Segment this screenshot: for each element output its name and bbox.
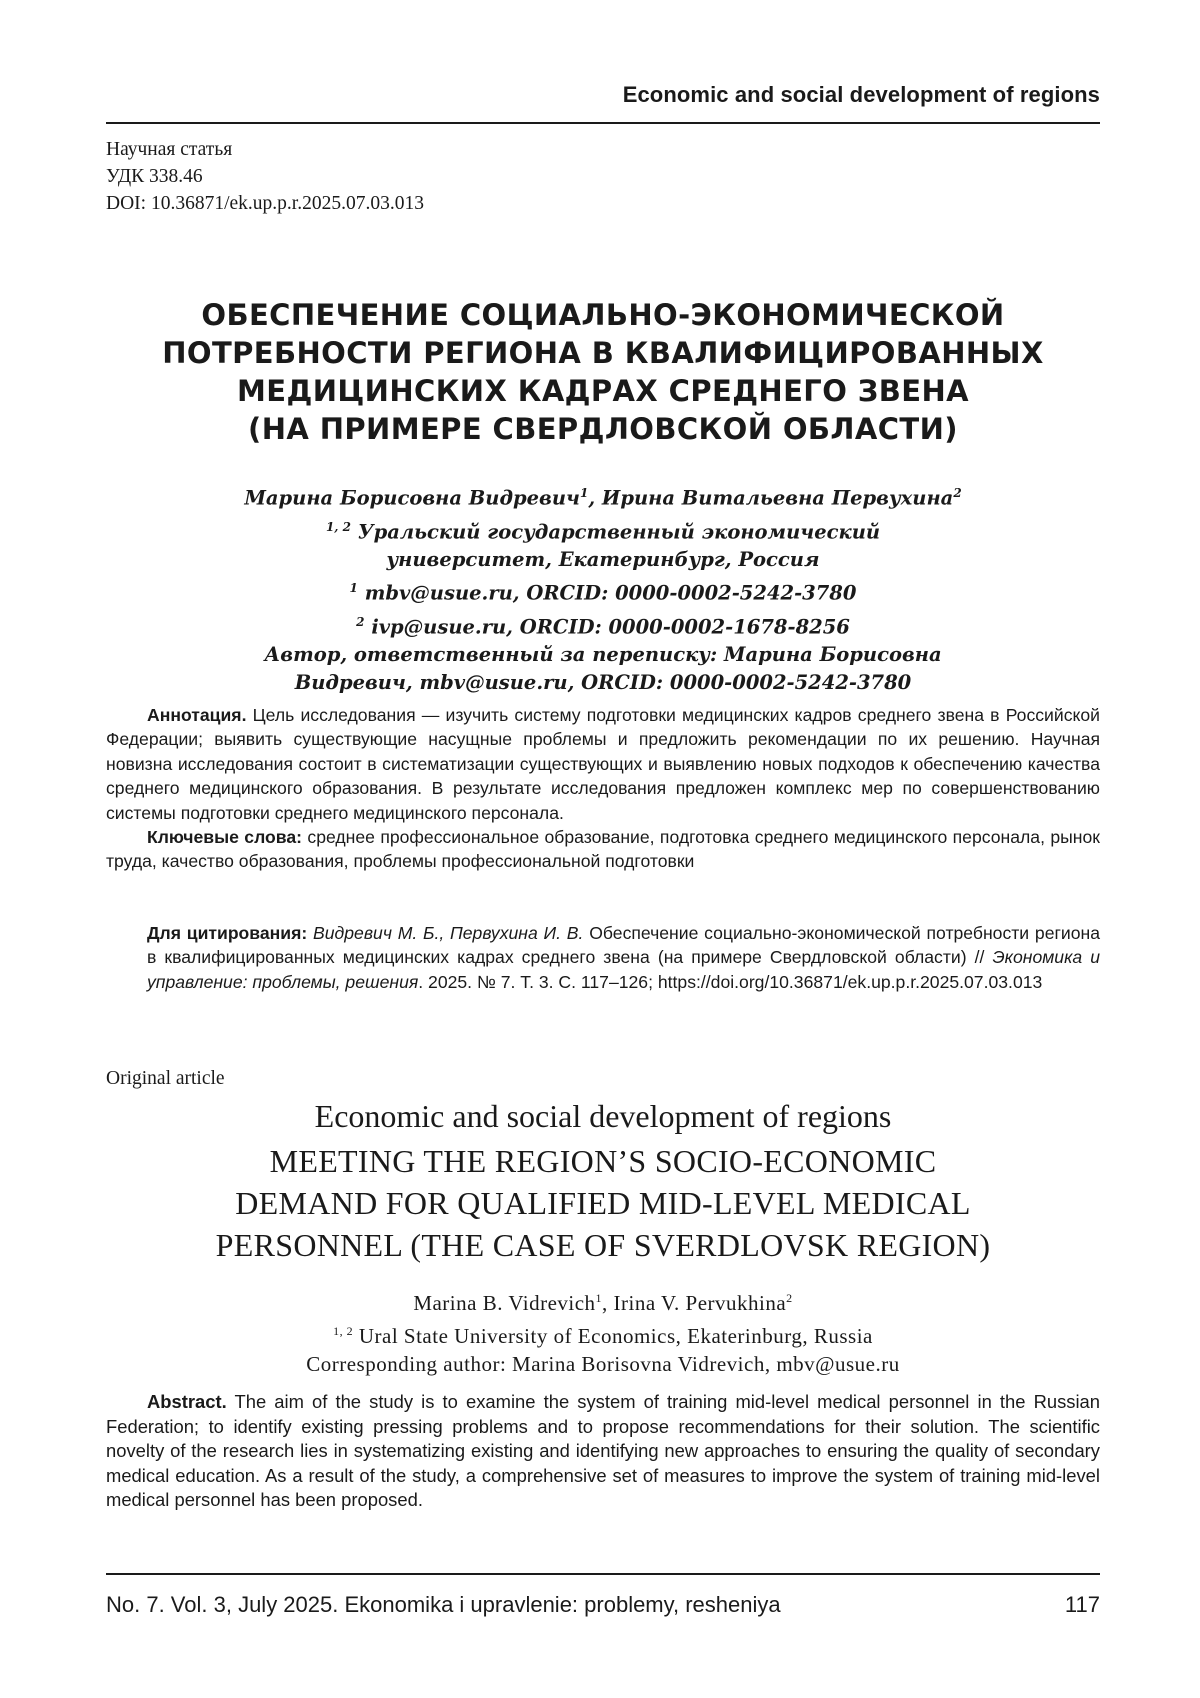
en-author-2-sup: 2 — [786, 1291, 793, 1305]
citation — [147, 921, 1100, 994]
ru-abstract-text: Цель исследования — изучить систему подготовки медицинских кадров среднего звена в Российской Федерации; выявить существующие насущные проблемы и предложить рекомендации по их решению. Научная новизна исследования состоит в систематизации существующих и выявлению новых подходов к обеспечению качества среднего медицинского образования. В результате исследования предложен комплекс мер по совершенствованию системы подготовки среднего медицинского персонала. — [106, 705, 1100, 823]
ru-abstract — [106, 703, 1100, 825]
citation-title: Обеспечение социально-экономической потребности региона в квалифицированных медицинских кадрах среднего звена (на примере Свердловской области) // — [147, 923, 1101, 968]
en-author-separator: , — [602, 1291, 614, 1315]
ru-contact-1-sup: 1 — [349, 581, 358, 595]
ru-title — [106, 296, 1100, 448]
article-meta — [106, 136, 424, 217]
ru-author-2-sup: 2 — [953, 486, 962, 500]
en-abstract-text: The aim of the study is to examine the system of training mid-level medical personnel in the Russian Federation; to identify existing pressing problems and to propose recommendations for their solution. The scientific novelty of the research lies in systematizing existing and identifying new approaches to ensuring the quality of secondary medical education. As a result of the study, a comprehensive set of measures to improve the system of training mid-level medical personnel has been proposed. — [106, 1391, 1101, 1511]
en-affiliation — [106, 1317, 1100, 1350]
ru-contact-2-text[interactable]: ivp@usue.ru, ORCID: 0000-0002-1678-8256 — [371, 615, 850, 638]
doi[interactable]: DOI: 10.36871/ek.up.p.r.2025.07.03.013 — [106, 193, 424, 214]
ru-corresponding-author[interactable]: Видревич, mbv@usue.ru, ORCID: 0000-0002-5242-3780 — [294, 671, 912, 694]
ru-author-separator: , — [588, 486, 602, 510]
article-type: Научная статья — [106, 139, 233, 160]
en-authors — [106, 1284, 1100, 1317]
ru-abstract-block — [106, 703, 1100, 874]
en-title-line: PERSONNEL (THE CASE OF SVERDLOVSK REGION) — [215, 1227, 991, 1263]
citation-journal: Экономика и управление: проблемы, решения — [147, 947, 1101, 992]
en-author-2: Irina V. Pervukhina — [613, 1291, 787, 1315]
ru-affiliation — [106, 513, 1100, 547]
ru-title-line: ОБЕСПЕЧЕНИЕ СОЦИАЛЬНО-ЭКОНОМИЧЕСКОЙ — [201, 298, 1005, 332]
en-abstract — [106, 1390, 1100, 1513]
ru-abstract-label: Аннотация. — [147, 705, 247, 725]
ru-author-block — [106, 479, 1100, 697]
en-title — [106, 1140, 1100, 1266]
en-article-type: Original article — [106, 1068, 225, 1089]
ru-title-line: (НА ПРИМЕРЕ СВЕРДЛОВСКОЙ ОБЛАСТИ) — [248, 412, 958, 446]
ru-contact-1 — [106, 574, 1100, 608]
en-author-block — [106, 1284, 1100, 1378]
ru-author-2: Ирина Витальевна Первухина — [601, 486, 954, 510]
udk-code: УДК 338.46 — [106, 166, 203, 187]
ru-contact-1-text[interactable]: mbv@usue.ru, ORCID: 0000-0002-5242-3780 — [364, 581, 857, 605]
ru-author-1-sup: 1 — [579, 486, 589, 500]
ru-title-line: ПОТРЕБНОСТИ РЕГИОНА В КВАЛИФИЦИРОВАННЫХ — [162, 336, 1044, 370]
ru-affiliation-line: Уральский государственный экономический — [357, 520, 881, 543]
en-author-1-sup: 1 — [595, 1291, 603, 1305]
ru-title-line: МЕДИЦИНСКИХ КАДРАХ СРЕДНЕГО ЗВЕНА — [237, 374, 969, 408]
footer-journal-info: No. 7. Vol. 3, July 2025. Ekonomika i upravlenie: problemy, resheniya — [106, 1592, 781, 1617]
citation-tail[interactable]: . 2025. № 7. Т. 3. С. 117–126; https://doi.org/10.36871/ek.up.p.r.2025.07.03.013 — [418, 971, 1043, 992]
en-abstract-block — [106, 1390, 1100, 1513]
ru-keywords — [106, 825, 1100, 874]
citation-authors: Видревич М. Б., Первухина И. В. — [313, 923, 584, 943]
ru-contact-2-sup: 2 — [356, 614, 365, 629]
en-affiliation-text: Ural State University of Economics, Ekaterinburg, Russia — [358, 1324, 873, 1348]
page-number: 117 — [1064, 1592, 1100, 1617]
ru-affiliation-line: университет, Екатеринбург, Россия — [386, 548, 820, 571]
ru-author-1: Марина Борисовна Видревич — [244, 486, 580, 510]
footer-rule — [106, 1573, 1100, 1575]
ru-authors — [106, 479, 1100, 513]
en-title-line: DEMAND FOR QUALIFIED MID-LEVEL MEDICAL — [235, 1185, 971, 1221]
ru-affiliation-sup: 1, 2 — [325, 519, 352, 534]
en-abstract-label: Abstract. — [147, 1391, 227, 1412]
running-head: Economic and social development of regions — [622, 82, 1100, 107]
en-title-line: MEETING THE REGION’S SOCIO-ECONOMIC — [269, 1143, 937, 1179]
ru-corresponding-author: Автор, ответственный за переписку: Марина Борисовна — [264, 643, 942, 666]
header-rule — [106, 122, 1100, 124]
citation-label: Для цитирования: — [147, 923, 308, 943]
ru-contact-2 — [106, 608, 1100, 642]
en-affiliation-sup: 1, 2 — [333, 1324, 354, 1338]
ru-keywords-text: среднее профессиональное образование, подготовка среднего медицинского персонала, рынок труда, качество образования, проблемы профессиональной подготовки — [106, 827, 1100, 872]
en-author-1: Marina B. Vidrevich — [413, 1291, 596, 1315]
en-corresponding-author[interactable]: Corresponding author: Marina Borisovna Vidrevich, mbv@usue.ru — [306, 1352, 900, 1376]
ru-keywords-label: Ключевые слова: — [147, 827, 302, 848]
en-section-title: Economic and social development of regions — [314, 1098, 892, 1134]
